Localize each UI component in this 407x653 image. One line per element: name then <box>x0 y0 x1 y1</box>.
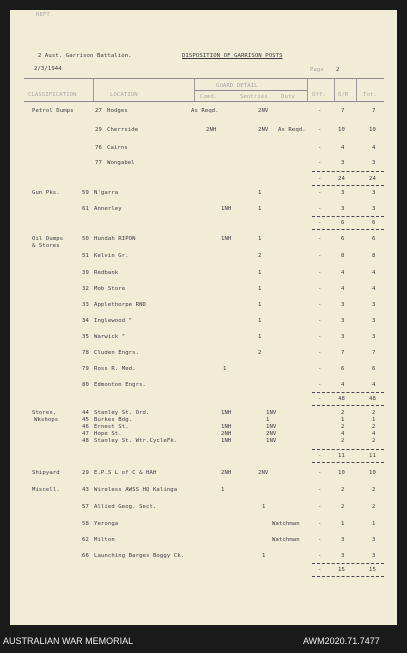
or-value: 4 <box>341 270 345 276</box>
post-number: 79 <box>82 366 89 372</box>
post-number: 77 <box>95 160 102 166</box>
total-value: 3 <box>372 334 376 340</box>
sentries-value: 1 <box>258 286 262 292</box>
off-value: - <box>318 160 322 166</box>
comd-value: As Reqd. <box>191 108 219 114</box>
subtotal-rule <box>312 462 384 463</box>
class-label: Miscell. <box>32 487 60 493</box>
duty-value: Watchman <box>272 537 300 543</box>
comd-value: 1NH <box>221 206 232 212</box>
post-location: Ernest St. <box>94 424 129 430</box>
or-value: 3 <box>341 318 345 324</box>
post-number: 48 <box>82 438 89 444</box>
post-number: 57 <box>82 504 89 510</box>
post-location: Applethorpe RND <box>94 302 147 308</box>
or-value: 3 <box>341 190 345 196</box>
or-value: 7 <box>341 108 345 114</box>
subtotal-rule <box>312 229 384 230</box>
subtotal-total: 48 <box>369 396 376 402</box>
total-value: 4 <box>372 431 376 437</box>
col-classification: CLASSIFICATION <box>28 92 77 98</box>
post-location: Inglewood " <box>94 318 133 324</box>
sentries-value: 1 <box>258 190 262 196</box>
total-value: 7 <box>372 108 376 114</box>
col-duty: Duty <box>281 94 295 100</box>
post-number: 62 <box>82 537 89 543</box>
or-value: 6 <box>341 236 345 242</box>
subtotal-or: 6 <box>341 220 345 226</box>
or-value: 3 <box>341 553 345 559</box>
comd-value: 2NH <box>206 127 217 133</box>
header-divider <box>194 78 195 101</box>
post-location: Stanley St. Ord. <box>94 410 150 416</box>
off-value: - <box>318 127 322 133</box>
col-location: LOCATION <box>110 92 138 98</box>
post-location: Milton <box>94 537 115 543</box>
header-rule-bottom <box>24 101 384 102</box>
post-number: 29 <box>95 127 102 133</box>
total-value: 3 <box>372 160 376 166</box>
subtotal-rule <box>312 576 384 577</box>
total-value: 4 <box>372 382 376 388</box>
post-location: Annerley <box>94 206 122 212</box>
or-value: 6 <box>341 366 345 372</box>
post-location: N'garra <box>94 190 119 196</box>
col-or: O/R <box>338 92 349 98</box>
page-label: Page <box>310 67 324 73</box>
total-value: 6 <box>372 366 376 372</box>
sentries-value: 1 <box>258 318 262 324</box>
subtotal-off: - <box>318 453 322 459</box>
post-number: 46 <box>82 424 89 430</box>
or-value: 7 <box>341 350 345 356</box>
subtotal-total: 24 <box>369 176 376 182</box>
total-value: 10 <box>369 470 376 476</box>
subtotal-rule <box>312 392 384 393</box>
subtotal-off: - <box>318 176 322 182</box>
subtotal-or: 24 <box>338 176 345 182</box>
post-location: Redbank <box>94 270 119 276</box>
total-value: 2 <box>372 487 376 493</box>
off-value: - <box>318 236 322 242</box>
sentries-value: 1 <box>258 206 262 212</box>
post-number: 27 <box>95 108 102 114</box>
total-value: 8 <box>372 253 376 259</box>
footer-archive-name: AUSTRALIAN WAR MEMORIAL <box>3 636 134 646</box>
post-number: 50 <box>82 236 89 242</box>
off-value: - <box>318 302 322 308</box>
sentries-value: 2NV <box>266 431 277 437</box>
post-location: Hundah RIPON <box>94 236 136 242</box>
class-label: Oil Dumps <box>32 236 64 242</box>
total-value: 3 <box>372 206 376 212</box>
post-location: Launching Barges Boggy Ck. <box>94 553 185 559</box>
post-number: 32 <box>82 286 89 292</box>
subtotal-total: 15 <box>369 567 376 573</box>
total-value: 2 <box>372 410 376 416</box>
off-value: - <box>318 487 322 493</box>
sentries-value: 1 <box>258 334 262 340</box>
subtotal-rule <box>312 185 384 186</box>
or-value: 2 <box>341 487 345 493</box>
total-value: 3 <box>372 302 376 308</box>
post-number: 51 <box>82 253 89 259</box>
total-value: 3 <box>372 537 376 543</box>
off-value: - <box>318 318 322 324</box>
sentries-value: 1NV <box>266 410 277 416</box>
total-value: 1 <box>372 417 376 423</box>
post-number: 80 <box>82 382 89 388</box>
total-value: 1 <box>372 521 376 527</box>
total-value: 2 <box>372 424 376 430</box>
or-value: 4 <box>341 382 345 388</box>
comd-value: 2NH <box>221 431 232 437</box>
duty-value: Watchman <box>272 521 300 527</box>
post-number: 43 <box>82 487 89 493</box>
off-value: - <box>318 350 322 356</box>
post-location: Ross R. Med. <box>94 366 136 372</box>
off-value: - <box>318 334 322 340</box>
header-divider <box>93 78 94 101</box>
page-number: 2 <box>336 67 340 73</box>
sentries-value: 2NV <box>258 108 269 114</box>
post-number: 35 <box>82 334 89 340</box>
off-value: - <box>318 366 322 372</box>
subtotal-rule <box>312 405 384 406</box>
or-value: 1 <box>341 417 345 423</box>
post-location: Wireless AWSS HQ Kalinga <box>94 487 178 493</box>
post-number: 33 <box>82 302 89 308</box>
comd-value: 1NH <box>221 236 232 242</box>
duty-value: As Reqd. <box>278 127 306 133</box>
off-value: - <box>318 470 322 476</box>
col-off: Off. <box>312 92 326 98</box>
top-mark: REFT <box>36 12 50 18</box>
or-value: 2 <box>341 424 345 430</box>
or-value: 2 <box>341 504 345 510</box>
sentries-value: 1NV <box>266 438 277 444</box>
subtotal-total: 6 <box>372 220 376 226</box>
header-subject: DISPOSITION OF GARRISON POSTS <box>182 53 283 59</box>
subtotal-or: 11 <box>338 453 345 459</box>
or-value: 1 <box>341 521 345 527</box>
col-sentries: Sentries <box>240 94 268 100</box>
class-label-2: Wkshops <box>34 417 59 423</box>
sentries-value: 1 <box>258 236 262 242</box>
subtotal-or: 48 <box>338 396 345 402</box>
off-value: - <box>318 270 322 276</box>
post-number: 59 <box>82 190 89 196</box>
comd-value: 2NH <box>221 470 232 476</box>
post-number: 66 <box>82 553 89 559</box>
class-label: Stores, <box>32 410 57 416</box>
class-label: Shipyard <box>32 470 60 476</box>
post-number: 78 <box>82 350 89 356</box>
post-location: Burkes Bdg. <box>94 417 133 423</box>
sentries-value: 2NV <box>258 470 269 476</box>
comd-value: 1NH <box>221 424 232 430</box>
or-value: 3 <box>341 160 345 166</box>
post-number: 29 <box>82 470 89 476</box>
or-value: 3 <box>341 334 345 340</box>
off-value: - <box>318 108 322 114</box>
total-value: 3 <box>372 553 376 559</box>
total-value: 2 <box>372 438 376 444</box>
post-location: Yeronga <box>94 521 119 527</box>
subtotal-rule <box>312 449 384 450</box>
sentries-value: 2 <box>258 253 262 259</box>
sentries-value: 1 <box>262 553 266 559</box>
post-location: Edmonton Engrs. <box>94 382 147 388</box>
or-value: 3 <box>341 537 345 543</box>
subtotal-or: 15 <box>338 567 345 573</box>
sentries-value: 1NV <box>266 424 277 430</box>
total-value: 3 <box>372 318 376 324</box>
header-divider <box>307 78 308 101</box>
header-rule-top <box>24 78 384 79</box>
post-location: Stanley St. Wtr.CycleFk. <box>94 438 178 444</box>
sentries-value: 1 <box>266 417 270 423</box>
col-comd: Comd. <box>200 94 218 100</box>
off-value: - <box>318 553 322 559</box>
post-number: 44 <box>82 410 89 416</box>
header-line: 2 Aust. Garrison Battalion. <box>38 53 132 59</box>
off-value: - <box>318 504 322 510</box>
subtotal-rule <box>312 171 384 172</box>
sentries-value: 1 <box>258 270 262 276</box>
post-location: Hodges <box>107 108 128 114</box>
or-value: 4 <box>341 431 345 437</box>
total-value: 4 <box>372 145 376 151</box>
post-location: Warwick " <box>94 334 126 340</box>
header-divider <box>334 78 335 101</box>
total-value: 4 <box>372 270 376 276</box>
subtotal-rule <box>312 216 384 217</box>
comd-value: 1NH <box>221 410 232 416</box>
post-location: Cherrside <box>107 127 139 133</box>
off-value: - <box>318 537 322 543</box>
col-tot: Tot. <box>363 92 377 98</box>
post-location: Allied Geog. Sect. <box>94 504 157 510</box>
post-number: 47 <box>82 431 89 437</box>
subtotal-off: - <box>318 220 322 226</box>
total-value: 7 <box>372 350 376 356</box>
subtotal-total: 11 <box>369 453 376 459</box>
footer-accession-id: AWM2020.71.7477 <box>303 636 380 646</box>
or-value: 2 <box>341 410 345 416</box>
post-location: Hope St. <box>94 431 122 437</box>
or-value: 2 <box>341 438 345 444</box>
subtotal-rule <box>312 563 384 564</box>
doc-date: 2/3/1944 <box>34 66 62 72</box>
or-value: 10 <box>338 127 345 133</box>
post-number: 61 <box>82 206 89 212</box>
off-value: - <box>318 286 322 292</box>
class-label-2: & Stores <box>32 243 60 249</box>
or-value: 4 <box>341 286 345 292</box>
header-rule-sub <box>194 90 307 91</box>
post-number: 45 <box>82 417 89 423</box>
post-number: 39 <box>82 270 89 276</box>
off-value: - <box>318 253 322 259</box>
off-value: - <box>318 190 322 196</box>
post-number: 58 <box>82 521 89 527</box>
total-value: 2 <box>372 504 376 510</box>
total-value: 3 <box>372 190 376 196</box>
post-location: Kelvin Gr. <box>94 253 129 259</box>
off-value: - <box>318 206 322 212</box>
post-location: Mob Store <box>94 286 126 292</box>
off-value: - <box>318 521 322 527</box>
class-label: Petrol Dumps <box>32 108 74 114</box>
comd-value: 1 <box>223 366 227 372</box>
or-value: 10 <box>338 470 345 476</box>
post-number: 34 <box>82 318 89 324</box>
sentries-value: 1 <box>262 504 266 510</box>
post-number: 76 <box>95 145 102 151</box>
off-value: - <box>318 382 322 388</box>
or-value: 3 <box>341 206 345 212</box>
total-value: 4 <box>372 286 376 292</box>
total-value: 6 <box>372 236 376 242</box>
post-location: Cairns <box>107 145 128 151</box>
post-location: Wongabel <box>107 160 135 166</box>
comd-value: 1NH <box>221 438 232 444</box>
or-value: 8 <box>341 253 345 259</box>
subtotal-off: - <box>318 567 322 573</box>
comd-value: 1 <box>221 487 225 493</box>
post-location: Cluden Engrs. <box>94 350 140 356</box>
sentries-value: 2NV <box>258 127 269 133</box>
class-label: Gun Pks. <box>32 190 60 196</box>
document-page <box>10 10 397 625</box>
off-value: - <box>318 145 322 151</box>
header-divider <box>356 78 357 101</box>
or-value: 4 <box>341 145 345 151</box>
subtotal-off: - <box>318 396 322 402</box>
sentries-value: 2 <box>258 350 262 356</box>
or-value: 3 <box>341 302 345 308</box>
post-location: E.P.S L of C & HAH <box>94 470 157 476</box>
total-value: 10 <box>369 127 376 133</box>
sentries-value: 1 <box>258 302 262 308</box>
col-guard-detail: GUARD DETAIL <box>216 83 258 89</box>
